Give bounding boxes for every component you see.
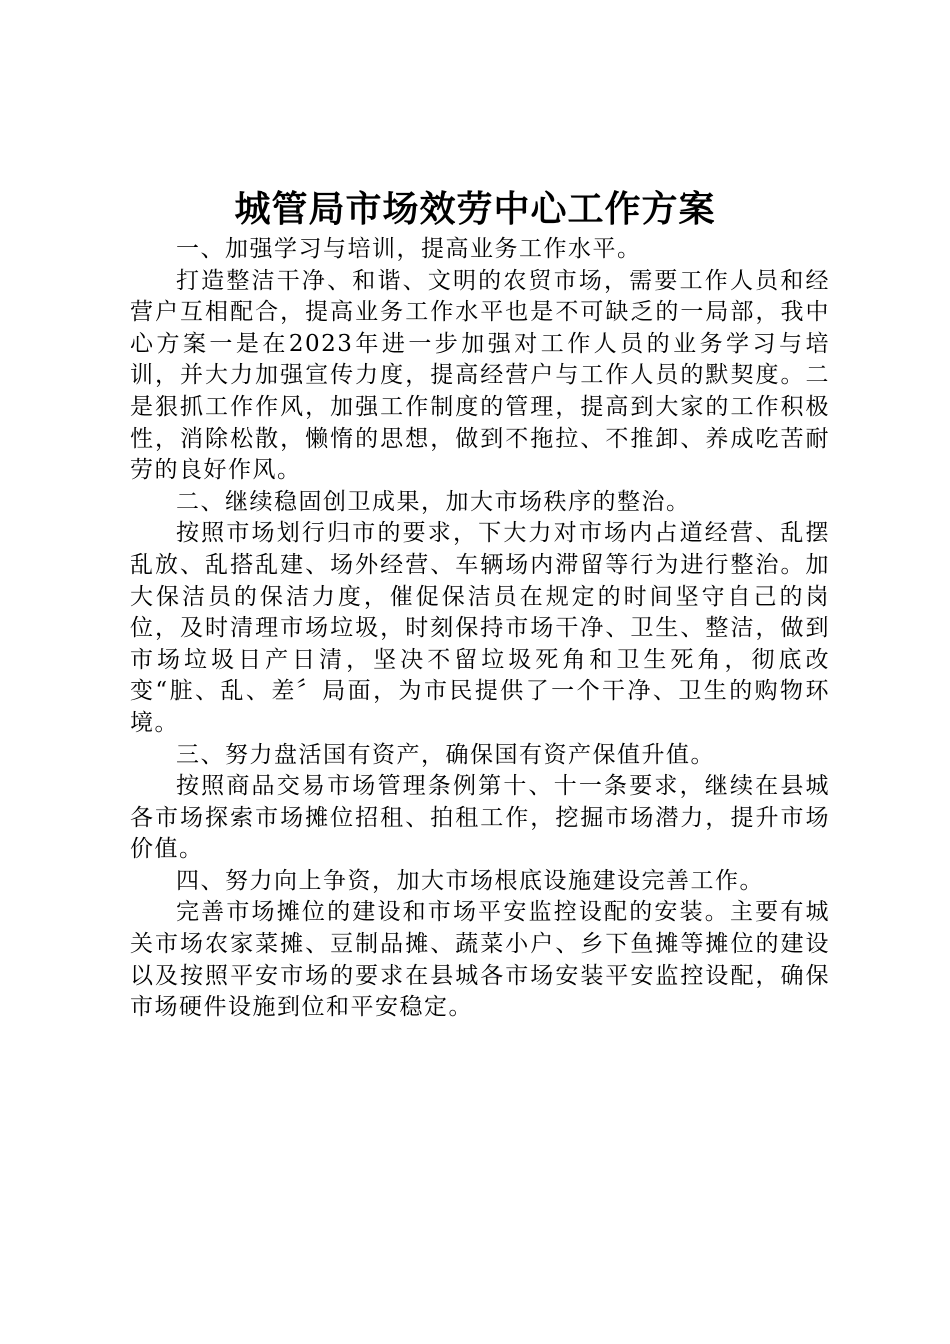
section-heading-1: 一、加强学习与培训，提高业务工作水平。: [176, 236, 642, 262]
paragraph-4: 完善市场摊位的建设和市场平安监控设配的安装。主要有城关市场农家菜摊、豆制品摊、蔬菜小户、乡下鱼摊等摊位的建设以及按照平安市场的要求在县城各市场安装平安监控设配，确保市场硬件设施到位和平安稳定。: [130, 899, 830, 1021]
paragraph-1: 打造整洁干净、和谐、文明的农贸市场，需要工作人员和经营户互相配合，提高业务工作水平也是不可缺乏的一局部，我中心方案一是在2023年进一步加强对工作人员的业务学习与培训，并大力加强宣传力度，提高经营户与工作人员的默契度。二是狠抓工作作风，加强工作制度的管理，提高到大家的工作积极性，消除松散，懒惰的思想，做到不拖拉、不推卸、养成吃苦耐劳的良好作风。: [130, 267, 830, 484]
paragraph-2: 按照市场划行归市的要求，下大力对市场内占道经营、乱摆乱放、乱搭乱建、场外经营、车辆场内滞留等行为进行整治。加大保洁员的保洁力度，催促保洁员在规定的时间坚守自己的岗位，及时清理市场垃圾，时刻保持市场干净、卫生、整洁，做到市场垃圾日产日清，坚决不留垃圾死角和卫生死角，彻底改变“脏、乱、差〞局面，为市民提供了一个干净、卫生的购物环境。: [130, 520, 830, 736]
section-heading-3: 三、努力盘活国有资产，确保国有资产保值升值。: [176, 741, 715, 768]
section-heading-2: 二、继续稳固创卫成果，加大市场秩序的整治。: [176, 488, 691, 515]
paragraph-3: 按照商品交易市场管理条例第十、十一条要求，继续在县城各市场探索市场摊位招租、拍租工作，挖掘市场潜力，提升市场价值。: [130, 773, 830, 863]
section-heading-4: 四、努力向上争资，加大市场根底设施建设完善工作。: [176, 867, 764, 894]
document-title: 城管局市场效劳中心工作方案: [234, 188, 716, 230]
document-body: [130, 234, 830, 1024]
